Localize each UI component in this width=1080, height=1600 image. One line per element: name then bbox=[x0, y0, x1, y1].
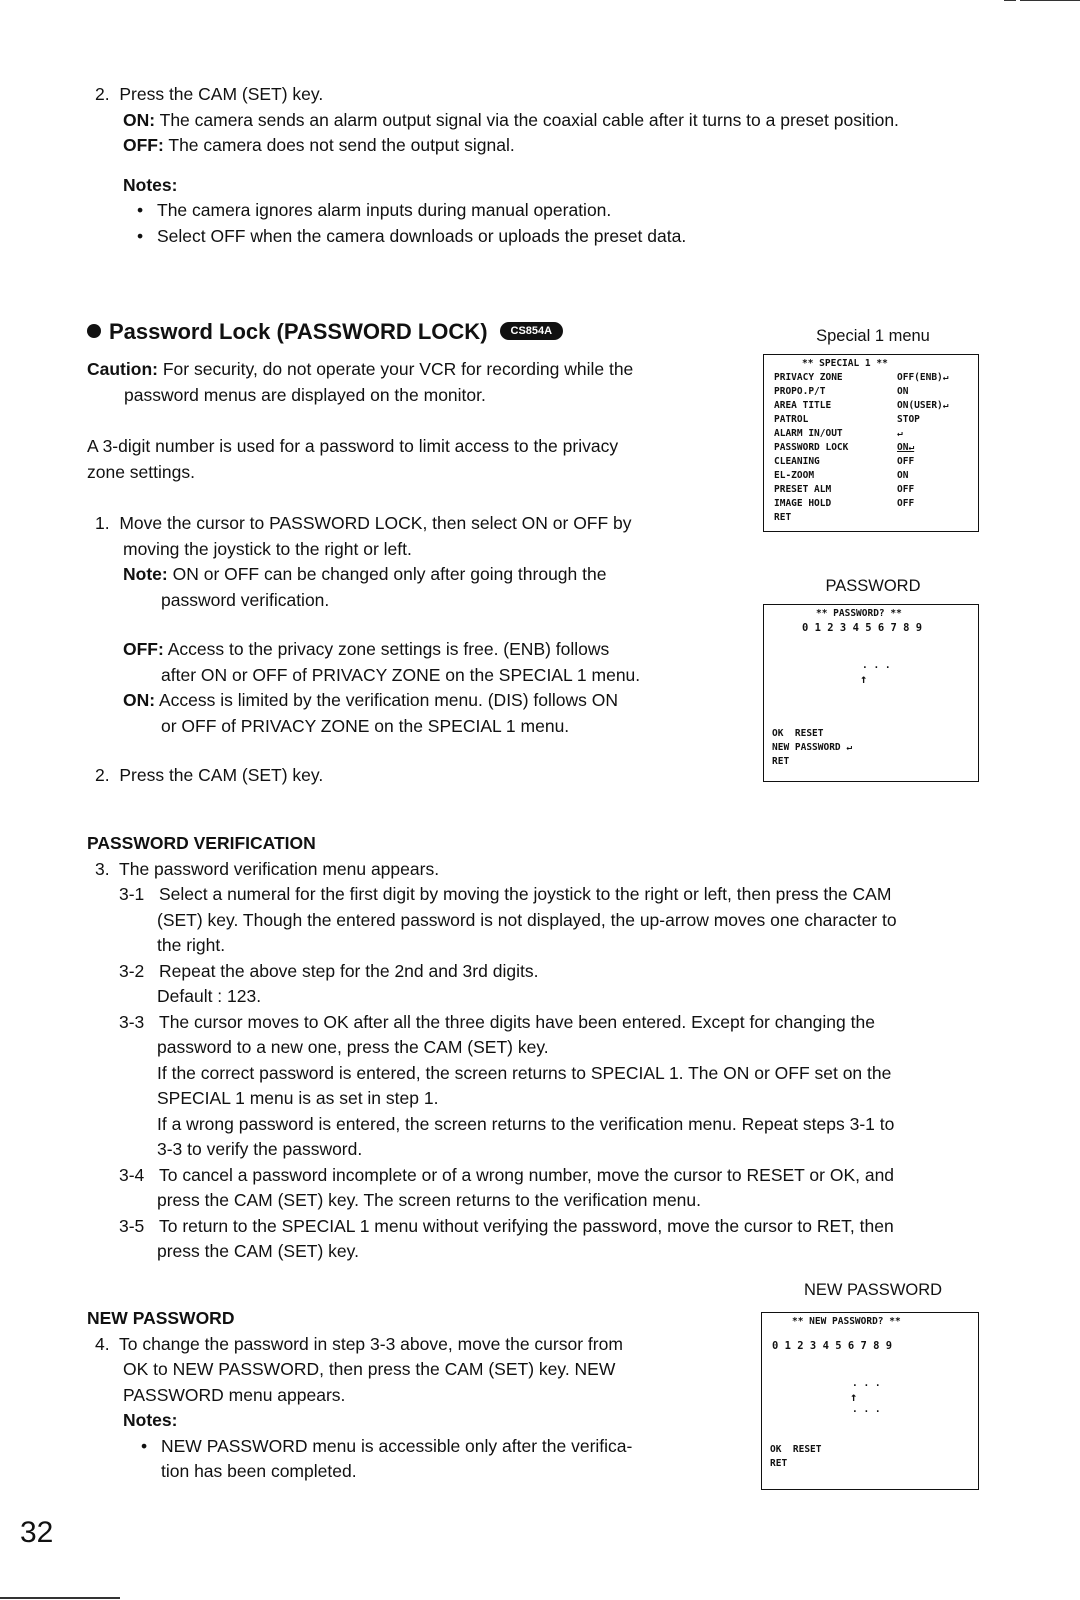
ok-reset-row: OK RESET bbox=[770, 1444, 822, 1455]
step-label: 2. bbox=[95, 84, 110, 104]
password-menu-caption: PASSWORD bbox=[825, 577, 921, 595]
menu-row: PATROL STOP bbox=[774, 414, 920, 425]
new-password-menu-screen bbox=[761, 1312, 979, 1490]
special-menu-screen bbox=[763, 354, 979, 532]
section-heading: PASSWORD VERIFICATION bbox=[87, 833, 316, 853]
menu-row: IMAGE HOLD OFF bbox=[774, 498, 915, 509]
top-block bbox=[95, 82, 1015, 249]
off-label: OFF: bbox=[123, 135, 164, 155]
section-title bbox=[87, 318, 563, 346]
ok-reset-row: OK RESET bbox=[772, 728, 824, 739]
substep-text: To return to the SPECIAL 1 menu without verifying the password, move the cursor to RET, then bbox=[159, 1215, 894, 1236]
verification-section bbox=[87, 831, 1007, 1265]
note-text: tion has been completed. bbox=[161, 1461, 357, 1481]
caution-label: Caution: bbox=[87, 359, 158, 379]
note-item: • Select OFF when the camera downloads or uploads the preset data. bbox=[137, 224, 1015, 250]
step-text: PASSWORD menu appears. bbox=[123, 1384, 346, 1405]
substep-text: press the CAM (SET) key. bbox=[157, 1241, 359, 1261]
substeps bbox=[87, 882, 1007, 1265]
notes-heading: Notes: bbox=[123, 174, 178, 195]
menu-row: PROPO.P/T ON bbox=[774, 386, 909, 397]
password-menu-screen bbox=[763, 604, 979, 782]
screen-title: ** SPECIAL 1 ** bbox=[802, 358, 888, 369]
top-rule bbox=[1020, 0, 1080, 1]
intro-text: zone settings. bbox=[87, 461, 195, 482]
cursor-up-arrow-icon: ↑ bbox=[860, 672, 868, 686]
step-text: To change the password in step 3-3 above, move the cursor from bbox=[119, 1333, 623, 1354]
note-text: ON or OFF can be changed only after going through the bbox=[172, 564, 607, 584]
substep-label: 3-2 bbox=[119, 960, 145, 981]
substep-label: 3-1 bbox=[119, 884, 145, 904]
off-text: The camera does not send the output signal. bbox=[168, 135, 515, 155]
substep-text: If a wrong password is entered, the screen returns to the verification menu. Repeat steps 3-1 to bbox=[157, 1113, 895, 1134]
note-item bbox=[141, 1434, 697, 1460]
model-badge: CS854A bbox=[500, 322, 564, 340]
substep-text: The cursor moves to OK after all the three digits have been entered. Except for changing the bbox=[159, 1011, 875, 1032]
substep-text: Repeat the above step for the 2nd and 3rd digits. bbox=[159, 960, 539, 981]
entry-dots: . . . bbox=[852, 1378, 881, 1389]
ret-row: RET bbox=[772, 756, 790, 767]
menu-row: ALARM IN/OUT ↵ bbox=[774, 428, 903, 439]
on-text: or OFF of PRIVACY ZONE on the SPECIAL 1 menu. bbox=[161, 715, 570, 736]
intro-text: A 3-digit number is used for a password to limit access to the privacy bbox=[87, 436, 619, 456]
menu-row: AREA TITLE ON(USER)↵ bbox=[774, 400, 949, 411]
substep-label: 3-4 bbox=[119, 1164, 145, 1185]
entry-dots: . . . bbox=[852, 1404, 881, 1415]
top-rule-dash bbox=[1004, 0, 1016, 1]
bottom-rule bbox=[0, 1597, 120, 1599]
bullet-dot-icon bbox=[87, 324, 101, 338]
substep-text: press the CAM (SET) key. The screen returns to the verification menu. bbox=[157, 1190, 702, 1210]
substep-text: Default : 123. bbox=[157, 986, 262, 1006]
menu-row: CLEANING OFF bbox=[774, 456, 915, 467]
substep-text: To cancel a password incomplete or of a wrong number, move the cursor to RESET or OK, and bbox=[159, 1164, 895, 1185]
step-text: Move the cursor to PASSWORD LOCK, then select ON or OFF by bbox=[119, 513, 632, 533]
section-title-text: Password Lock (PASSWORD LOCK) bbox=[109, 319, 488, 344]
substep-text: SPECIAL 1 menu is as set in step 1. bbox=[157, 1088, 439, 1108]
step-text: Press the CAM (SET) key. bbox=[119, 765, 324, 785]
screen-title: ** PASSWORD? ** bbox=[816, 608, 902, 619]
substep-label: 3-3 bbox=[119, 1011, 145, 1032]
substep-text: password to a new one, press the CAM (SET) key. bbox=[157, 1037, 549, 1057]
note-label: Note: bbox=[123, 564, 168, 584]
notes-heading: Notes: bbox=[123, 1410, 178, 1430]
section-heading: NEW PASSWORD bbox=[87, 1308, 235, 1328]
on-text: The camera sends an alarm output signal via the coaxial cable after it turns to a preset position. bbox=[159, 109, 899, 130]
note-item: • The camera ignores alarm inputs during manual operation. bbox=[137, 198, 1015, 224]
menu-row: PRESET ALM OFF bbox=[774, 484, 915, 495]
note-text: NEW PASSWORD menu is accessible only after the verifica- bbox=[161, 1435, 633, 1456]
off-text: after ON or OFF of PRIVACY ZONE on the SPECIAL 1 menu. bbox=[161, 664, 641, 685]
caution-text: For security, do not operate your VCR for recording while the bbox=[162, 359, 634, 379]
entry-dots: . . . bbox=[862, 660, 891, 671]
off-text: Access to the privacy zone settings is free. (ENB) follows bbox=[167, 639, 610, 659]
digit-row: 0 1 2 3 4 5 6 7 8 9 bbox=[802, 622, 923, 634]
step-text: The password verification menu appears. bbox=[119, 858, 440, 879]
caution-text: password menus are displayed on the monitor. bbox=[124, 384, 486, 405]
menu-row: EL-ZOOM ON bbox=[774, 470, 909, 481]
page-number: 32 bbox=[20, 1516, 54, 1549]
substep-text: the right. bbox=[157, 935, 226, 955]
on-text: Access is limited by the verification menu. (DIS) follows ON bbox=[158, 690, 619, 710]
substep-text: 3-3 to verify the password. bbox=[157, 1139, 363, 1159]
menu-row: PRIVACY ZONE OFF(ENB)↵ bbox=[774, 372, 949, 383]
step-label: 1. bbox=[95, 513, 110, 533]
step-label: 3. bbox=[95, 858, 110, 879]
cursor-up-arrow-icon: ↑ bbox=[850, 1390, 858, 1404]
substep-text: (SET) key. Though the entered password is not displayed, the up-arrow moves one character to bbox=[157, 909, 897, 930]
new-password-menu-caption: NEW PASSWORD bbox=[803, 1281, 943, 1299]
menu-row: PASSWORD LOCK ON↵ bbox=[774, 442, 915, 453]
substep-text: If the correct password is entered, the screen returns to SPECIAL 1. The ON or OFF set on the bbox=[157, 1062, 892, 1083]
step-text: moving the joystick to the right or left. bbox=[123, 538, 412, 559]
step-label: 2. bbox=[95, 765, 110, 785]
password-lock-body bbox=[87, 357, 697, 789]
step-text: Press the CAM (SET) key. bbox=[119, 84, 324, 104]
new-password-row: NEW PASSWORD ↵ bbox=[772, 742, 853, 753]
digit-row: 0 1 2 3 4 5 6 7 8 9 bbox=[772, 1340, 893, 1352]
step-text: OK to NEW PASSWORD, then press the CAM (SET) key. NEW bbox=[123, 1359, 616, 1379]
ret-row: RET bbox=[770, 1458, 788, 1469]
on-label: ON: bbox=[123, 690, 156, 710]
screen-title: ** NEW PASSWORD? ** bbox=[792, 1316, 901, 1327]
substep-text: Select a numeral for the first digit by moving the joystick to the right or left, then press the CAM bbox=[159, 884, 892, 904]
new-password-section bbox=[87, 1306, 697, 1485]
special-menu-caption: Special 1 menu bbox=[816, 327, 930, 345]
off-label: OFF: bbox=[123, 639, 164, 659]
step-label: 4. bbox=[95, 1333, 110, 1354]
on-label: ON: bbox=[123, 109, 156, 130]
note-text: password verification. bbox=[161, 589, 330, 610]
substep-label: 3-5 bbox=[119, 1215, 145, 1236]
menu-row: RET bbox=[774, 512, 792, 523]
